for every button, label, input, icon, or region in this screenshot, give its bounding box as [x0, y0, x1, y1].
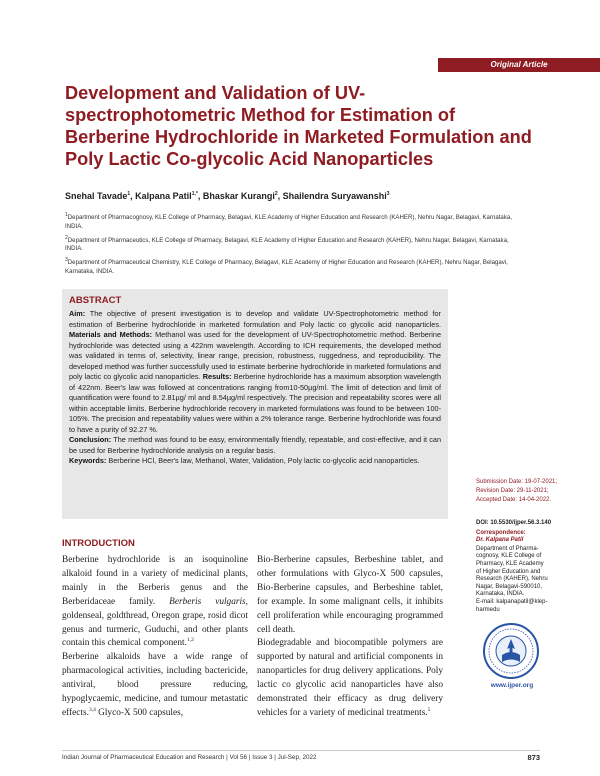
article-title: Development and Validation of UV-spectrophotometric Method for Estimation of Berberine Hydrochloride in Marketed Formulation and Poly Lactic Co-glycolic Acid Nanoparticles — [65, 83, 532, 169]
affiliation — [65, 211, 527, 232]
affiliation — [65, 256, 527, 277]
correspondence-line: Karnataka, INDIA. — [476, 591, 525, 598]
author-list: Snehal Tavade$^1$, Kalpana Patil$^{1,*}$, Bhaskar Kurangi$^2$, Shailendra Suryawanshi$^3$ — [65, 191, 390, 201]
author-name[interactable]: Bhaskar Kurangi — [202, 191, 275, 201]
abstract-methods: Methanol was used for the development of UV-Spectrophotometric method. Berberine hydrochloride was detected using a 422nm wavelength. According to ICH requirements, the developed method was validated in terms of, selectivity, linear range, precision, robustness, ruggedness, and reproducibility. The developed method was further successfully used to estimate berberine hydrochloride in marketed formulations and poly lactic co glycolic acid nanoparticles. — [69, 330, 442, 381]
abstract-box — [62, 289, 448, 519]
intro-text: , goldenseal, goldthread, Oregon grape, rosid dicot genus and turmeric, Guduchi, and other plants contain this chemical component. — [62, 596, 248, 649]
journal-footer: Indian Journal of Pharmaceutical Education and Research | Vol 56 | Issue 3 | Jul-Sep, 2022 — [62, 754, 317, 761]
correspondence-line: cognosy, KLE College of — [476, 553, 542, 560]
affiliation-text: Department of Pharmaceutics, KLE College of Pharmacy, Belagavi, KLE Academy of Higher Education and Research (KAHER), Nehru Nagar, Belagavi, Karnataka, INDIA. — [65, 236, 509, 253]
correspondence-line: Nagar, Belagavi-590010, — [476, 583, 543, 590]
intro-text: Glyco-X 500 capsules, — [95, 707, 184, 718]
doi-link[interactable]: DOI: 10.5530/ijper.56.3.140 — [476, 520, 552, 526]
correspondence-line: Research (KAHER), Nehru — [476, 576, 548, 583]
revision-date: Revision Date: 29-11-2021; — [476, 487, 549, 494]
correspondence-heading: Correspondence: — [476, 529, 526, 536]
correspondence-line: of Higher Education and — [476, 568, 541, 575]
article-dates — [476, 478, 588, 504]
abstract-aim: The objective of present investigation is to develop and validate UV-Spectrophotometric method for estimation of Berberine hydrochloride in marketed formulation and Poly lactic co glycolic acid nanoparticles. — [69, 309, 441, 329]
intro-text: Berberine alkaloids have a wide range of pharmacological activities, including bactericide, antiviral, blood pressure reducing, hypoglycaemic, medicine, and tumour metastatic effects. — [62, 652, 248, 718]
citation-sup[interactable]: 5 — [427, 706, 431, 713]
page-number: 873 — [527, 753, 540, 762]
correspondence-line: Pharmacy, KLE Academy — [476, 560, 544, 567]
abstract-body — [69, 309, 441, 467]
author-name[interactable]: Snehal Tavade — [65, 191, 128, 201]
article-type-badge: Original Article — [438, 58, 600, 72]
abstract-results: Berberine hydrochloride has a maximum absorption wavelength of 422nm. Beer's law was followed at concentrations ranging from10-50µg/ml. The limit of detection and limit of quantification were found to 2.81µg/ ml and 8.54µg/ml respectively. The precision and repeatability scores were all within acceptable limits. Berberine hydrochloride recovery in marketed formulations was found to be between 100-105%. The precision and repeatability values were within a 2% tolerance range. Berberine hydrochloride was found to have a purity of 92.27 %. — [69, 372, 441, 434]
intro-paragraph — [62, 651, 248, 721]
intro-text: Biodegradable and biocompatible polymers are supported by natural and artificial components in nanoparticles for drug delivery applications. Poly lactic co glycolic acid nanoparticles have also demonstrated their efficacy as drug delivery vehicles for a variety of medicinal treatments. — [257, 638, 443, 718]
intro-column-left — [62, 554, 248, 721]
abstract-aim-label: Aim: — [69, 309, 86, 318]
correspondence-email-cont[interactable]: harmedu — [476, 606, 500, 613]
author-sup: 2 — [274, 191, 278, 197]
footer-divider — [62, 750, 540, 751]
intro-italic-text: Berberis vulgaris — [169, 596, 246, 607]
abstract-conclusion: The method was found to be easy, environmentally friendly, repeatable, and cost-effective, and it can be used for Berberine hydrochloride analysis on a regular basis. — [69, 435, 441, 455]
correspondence-block — [476, 520, 588, 614]
intro-column-right — [257, 554, 443, 721]
affiliation-text: Department of Pharmacognosy, KLE College of Pharmacy, Belagavi, KLE Academy of Higher Education and Research (KAHER), Nehru Nagar, Belagavi, Karnataka, INDIA. — [65, 214, 512, 230]
journal-seal-icon — [482, 622, 540, 680]
correspondence-name: Dr. Kalpana Patil — [476, 537, 524, 544]
correspondence-line: Department of Pharma- — [476, 545, 539, 552]
abstract-methods-label: Materials and Methods: — [69, 330, 153, 339]
abstract-conclusion-label: Conclusion: — [69, 435, 112, 444]
affiliation-list — [65, 211, 527, 279]
author-sup: 1 — [127, 191, 131, 197]
intro-paragraph: Bio-Berberine capsules, Berbeshine tablet, and other formulations with Glyco-X 500 capsules, Bio-Berberine capsules, and Berbeshine tablet, for example. In some malignant cells, it inhibits cell proliferation while encouraging programmed cell death. — [257, 555, 443, 635]
author-sup: 1,* — [191, 191, 198, 197]
affiliation-sup: 1 — [65, 212, 68, 218]
correspondence-email[interactable]: E-mail: kalpanapatil@klep- — [476, 598, 548, 605]
author-name[interactable]: Shailendra Suryawanshi — [282, 191, 387, 201]
journal-website-link[interactable]: www.ijper.org — [490, 682, 534, 689]
affiliation-sup: 2 — [65, 234, 68, 241]
intro-paragraph — [257, 637, 443, 720]
affiliation-sup: 3 — [65, 257, 68, 264]
affiliation-text: Department of Pharmaceutical Chemistry, KLE College of Pharmacy, Belagavi, KLE Academy of Higher Education and Research (KAHER), Nehru Nagar, Belagavi, Karnataka, INDIA. — [65, 259, 508, 276]
citation-sup[interactable]: 3,4 — [88, 706, 96, 713]
introduction-heading: INTRODUCTION — [62, 538, 135, 549]
abstract-keywords: Berberine HCl, Beer's law, Methanol, Water, Validation, Poly lactic co-glycolic acid nanoparticles. — [106, 456, 420, 465]
intro-paragraph — [62, 554, 248, 651]
abstract-keywords-label: Keywords: — [69, 456, 107, 465]
abstract-heading: ABSTRACT — [69, 295, 122, 306]
affiliation — [65, 234, 527, 255]
author-sup: 3 — [386, 191, 390, 197]
accepted-date: Accepted Date: 14-04-2022. — [476, 496, 552, 503]
abstract-results-label: Results: — [202, 372, 232, 381]
submission-date: Submission Date: 19-07-2021; — [476, 479, 558, 485]
citation-sup[interactable]: 1,2 — [186, 637, 194, 644]
intro-text: Berberine hydrochloride is an isoquinoline alkaloid found in a variety of medicinal plants, mainly in the Berberis genus and the Berberidaceae family. — [62, 555, 248, 607]
author-name[interactable]: Kalpana Patil — [135, 191, 192, 201]
